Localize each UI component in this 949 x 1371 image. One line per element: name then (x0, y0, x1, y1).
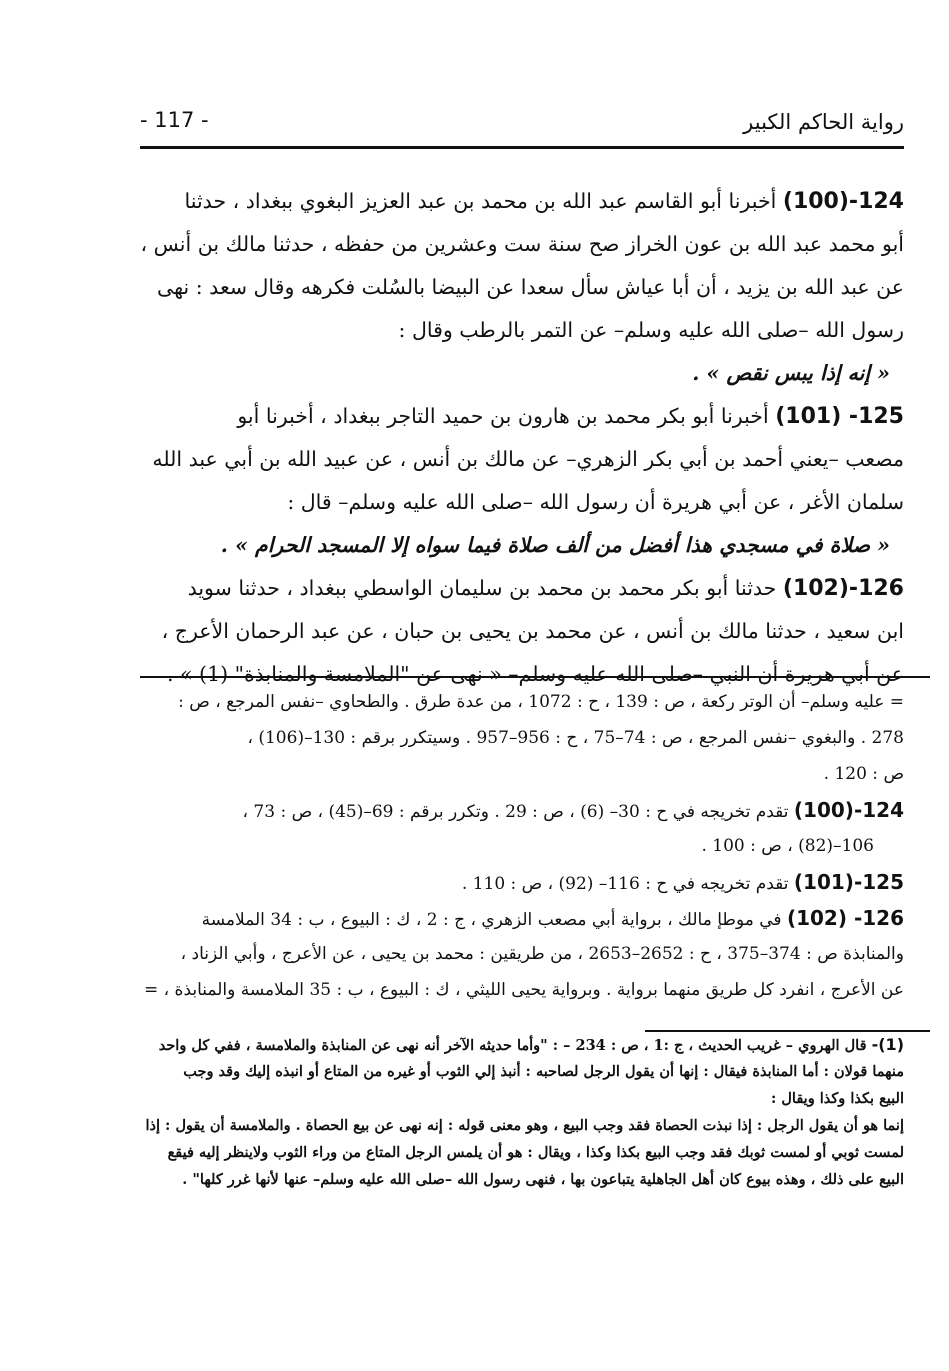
notes-rule (140, 676, 930, 678)
hadith-text: « صلاة في مسجدي هذا أفضل من ألف صلاة فيما سواه إلا المسجد الحرام » . (220, 533, 890, 557)
footnote-line: البيع على ذلك ، وهذه بيوع كان أهل الجاهلية يتباعون بها ، فنهى رسول الله –صلى الله عليه وسلم– عنها لأنها غرر كلها" . (182, 1171, 904, 1188)
takhrij-notes (137, 684, 904, 1008)
entry-line: رسول الله –صلى الله عليه وسلم– عن التمر بالرطب وقال : (398, 318, 904, 342)
footnote-line: لمست ثوبي أو لمست ثوبك فقد وجب البيع بكذا وكذا ، ويقال : هو أن يلمس الرجل المتاع من وراء الثوب ولاينظر إليه فيقع (167, 1144, 904, 1161)
footnote-line: البيع بكذا وكذا ويقال : (770, 1090, 904, 1107)
footnote-text: قال الهروي – غريب الحديث ، ج :1 ، ص : 234 – : "وأما حديثه الآخر أنه نهى عن المنابذة والملامسة ، ففي كل واحد (158, 1037, 867, 1054)
entry-text: أخبرنا أبو القاسم عبد الله بن محمد بن عبد العزيز البغوي ببغداد ، حدثنا (184, 189, 777, 213)
entry-line (137, 180, 904, 223)
entry-124 (137, 180, 904, 395)
footnote (137, 1031, 904, 1193)
entry-number: 124-(100) (782, 189, 904, 214)
footnote-number: (1)- (871, 1035, 904, 1054)
note-number: 126- (102) (786, 906, 904, 930)
note-text: في موطإ مالك ، برواية أبي مصعب الزهري ، ج : 2 ، ك : البيوع ، ب : 34 الملامسة (201, 910, 782, 930)
note-line: 106–(82) ، ص : 100 . (701, 836, 874, 856)
note-line: والمنابذة ص : 374–375 ، ح : 2652–2653 ، من طريقين : محمد بن يحيى ، عن الأعرج ، وأبي الزناد ، (180, 944, 904, 964)
note-number: 124-(100) (793, 798, 904, 822)
page-header (140, 104, 904, 144)
footnote-line: إنما هو أن يقول الرجل : إذا نبذت الحصاة فقد وجب البيع ، وهو معنى قوله : إنه نهى عن بيع الحصاة . والملامسة أن يقول : إذا (145, 1117, 904, 1134)
entry-number: 126-(102) (782, 576, 904, 601)
note-line: ص : 120 . (823, 764, 904, 784)
entry-125 (137, 395, 904, 567)
footnote-line (137, 1031, 904, 1058)
running-title: رواية الحاكم الكبير (743, 110, 904, 134)
note-line (137, 900, 904, 936)
entry-line (137, 395, 904, 438)
entry-line (137, 567, 904, 610)
entry-text: أخبرنا أبو بكر محمد بن هارون بن حميد التاجر ببغداد ، أخبرنا أبو (237, 404, 769, 428)
note-line (137, 864, 904, 900)
note-line (137, 792, 904, 828)
main-text (137, 180, 904, 696)
note-line: = عليه وسلم– أن الوتر ركعة ، ص : 139 ، ح : 1072 ، من عدة طرق . والطحاوي –نفس المرجع ، ص : (178, 692, 904, 712)
entry-line: سلمان الأغر ، عن أبي هريرة أن رسول الله –صلى الله عليه وسلم– قال : (287, 490, 904, 514)
entry-number: 125- (101) (775, 404, 904, 429)
entry-line: عن عبد الله بن يزيد ، أن أبا عياش سأل سعدا عن البيضا بالسُلت فكرهه وقال سعد : نهى (157, 275, 904, 299)
note-text: تقدم تخريجه في ح : 30– (6) ، ص : 29 . وتكرر برقم : 69–(45) ، ص : 73 ، (242, 802, 789, 822)
footnote-line: منهما قولان : أما المنابذة فيقال : إنها أن يقول الرجل لصاحبه : أنبذ إلي الثوب أو غيره من المتاع أو انبذه إليك وقد وجب (183, 1063, 904, 1080)
entry-line: ابن سعيد ، حدثنا مالك بن أنس ، عن محمد بن يحيى بن حبان ، عن عبد الرحمان الأعرج ، (161, 619, 904, 643)
entry-line: مصعب –يعني أحمد بن أبي بكر الزهري– عن مالك بن أنس ، عن عبيد الله بن أبي عبد الله (152, 447, 904, 471)
entry-line: عن أبي هريرة أن النبي –صلى الله عليه وسلم– « نهى عن "الملامسة والمنابذة" (1) » . (166, 662, 904, 686)
entry-line: أبو محمد عبد الله بن عون الخراز صح سنة ست وعشرين من حفظه ، حدثنا مالك بن أنس ، (140, 232, 904, 256)
header-rule (140, 146, 904, 149)
hadith-text: « إنه إذا يبس نقص » . (692, 361, 890, 385)
note-number: 125-(101) (793, 870, 904, 894)
note-text: تقدم تخريجه في ح : 116– (92) ، ص : 110 . (461, 874, 789, 894)
page-number: - 117 - (140, 108, 209, 132)
note-line: عن الأعرج ، انفرد كل طريق منهما برواية . وبرواية يحيى الليثي ، ك : البيوع ، ب : 35 الملامسة والمنابذة ، = (144, 980, 904, 1000)
note-line: 278 . والبغوي –نفس المرجع ، ص : 74–75 ، ح : 956–957 . وسيتكرر برقم : 130–(106) ، (247, 728, 904, 748)
entry-text: حدثنا أبو بكر محمد بن محمد بن سليمان الواسطي ببغداد ، حدثنا سويد (187, 576, 777, 600)
